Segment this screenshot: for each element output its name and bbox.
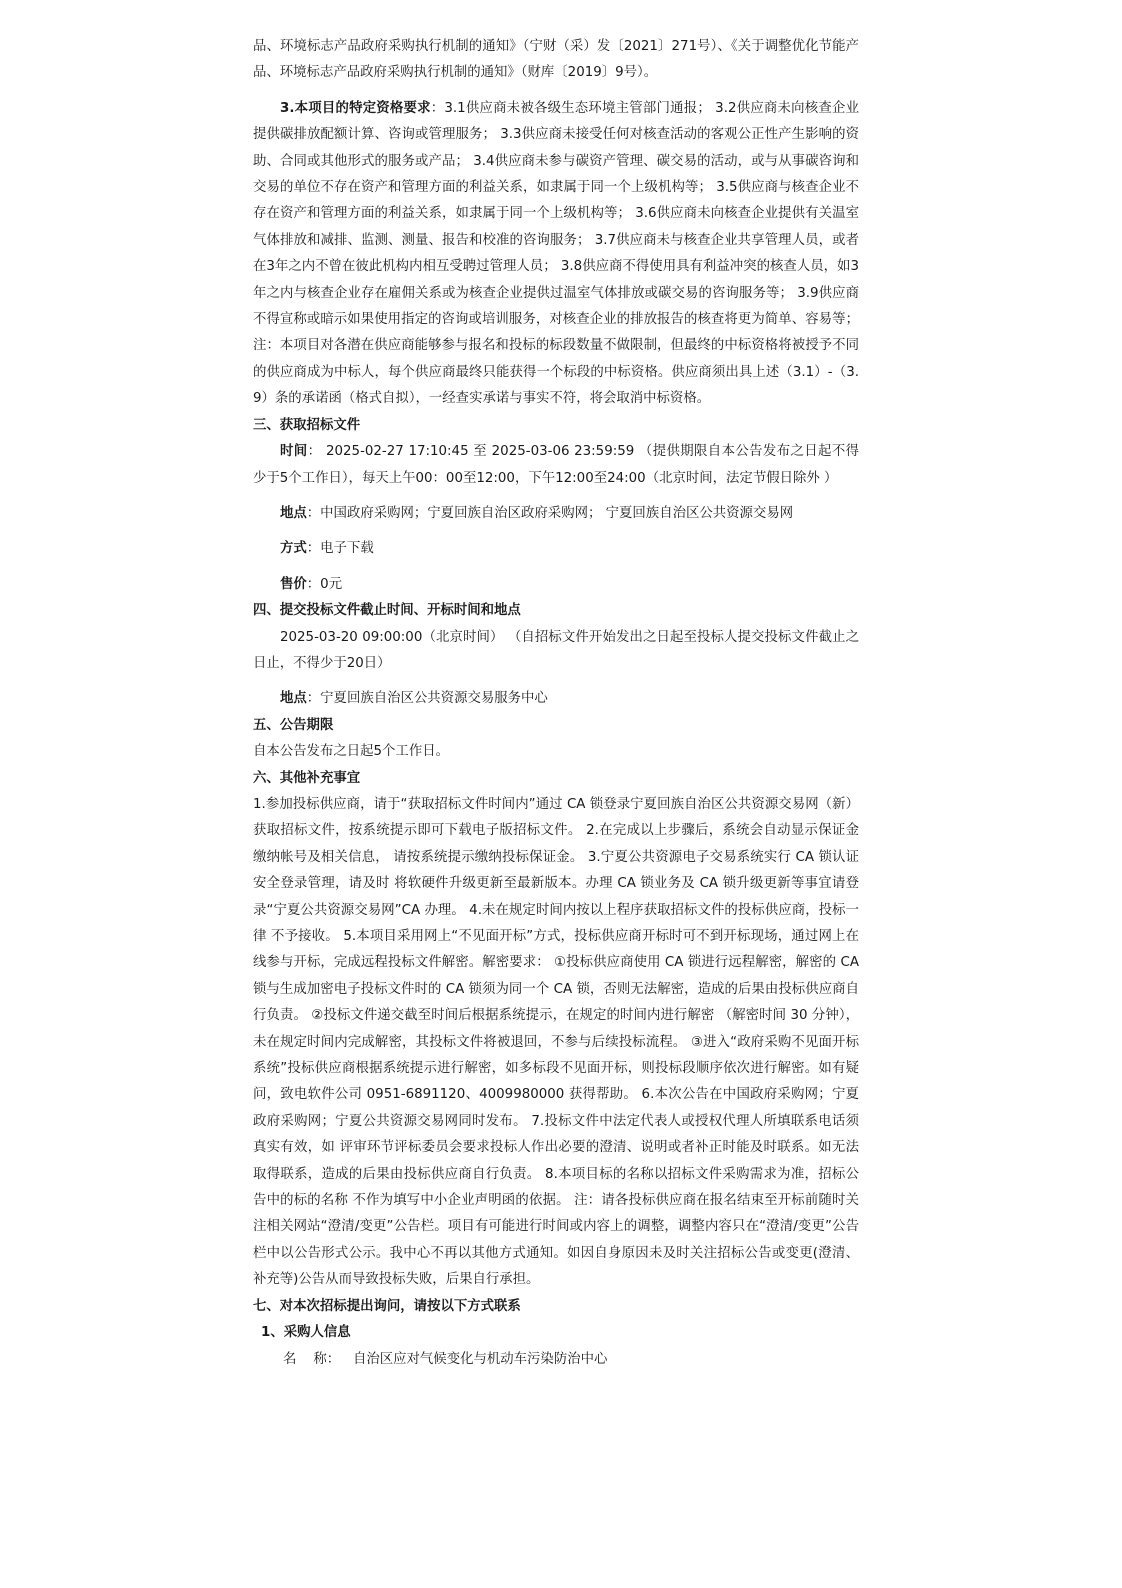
section-5-title: 五、公告期限 xyxy=(253,717,334,733)
section-4-place xyxy=(253,686,859,712)
section-4-place-label: 地点 xyxy=(280,691,307,707)
special-qualification-label: 3.本项目的特定资格要求 xyxy=(280,100,431,116)
section-4-place-text: ：宁夏回族自治区公共资源交易服务中心 xyxy=(306,691,548,707)
method-text: ：电子下载 xyxy=(306,541,374,557)
section-6-text: 1.参加投标供应商，请于“获取招标文件时间内”通过 CA 锁登录宁夏回族自治区公共资源交易网（新）获取招标文件，按系统提示即可下载电子版招标文件。 2.在完成以上步骤后，系统会自动显示保证金缴纳帐号及相关信息， 请按系统提示缴纳投标保证金。 3.宁夏公共资源电子交易系统实行 CA 锁认证安全登录管理，请及时 将软硬件升级更新至最新版本。办理 CA 锁业务及 CA 锁升级更新等事宜请登录“宁夏公共资源交易网”CA 办理。 4.未在规定时间内按以上程序获取招标文件的投标供应商，投标一律 不予接收。 5.本项目采用网上“不见面开标”方式，投标供应商开标时可不到开标现场，通过网上在线参与开标，完成远程投标文件解密。解密要求： ①投标供应商使用 CA 锁进行远程解密，解密的 CA 锁与生成加密电子投标文件时的 CA 锁须为同一个 CA 锁，否则无法解密，造成的后果由投标供应商自行负责。 ②投标文件递交截至时间后根据系统提示，在规定的时间内进行解密 （解密时间 30 分钟），未在规定时间内完成解密，其投标文件将被退回，不参与后续投标流程。 ③进入“政府采购不见面开标系统”投标供应商根据系统提示进行解密，如多标段不见面开标，则投标段顺序依次进行解密。如有疑问，致电软件公司 0951-6891120、4009980000 获得帮助。 6.本次公告在中国政府采购网；宁夏政府采购网；宁夏公共资源交易网同时发布。 7.投标文件中法定代表人或授权代理人所填联系电话须真实有效，如 评审环节评标委员会要求投标人作出必要的澄清、说明或者补正时能及时联系。如无法取得联系，造成的后果由投标供应商自行负责。 8.本项目标的名称以招标文件采购需求为准，招标公告中的标的名称 不作为填写中小企业声明函的依据。 注：请各投标供应商在报名结束至开标前随时关注相关网站“澄清/变更”公告栏。项目有可能进行时间或内容上的调整，调整内容只在“澄清/变更”公告栏中以公告形式公示。我中心不再以其他方式通知。如因自身原因未及时关注招标公告或变更(澄清、补充等)公告从而导致投标失败，后果自行承担。 xyxy=(253,796,859,1288)
method-label: 方式 xyxy=(280,541,307,557)
section-3-place xyxy=(253,501,859,527)
section-5-text: 自本公告发布之日起5个工作日。 xyxy=(253,744,449,760)
time-label: 时间 xyxy=(280,444,308,460)
purchaser-name-line: 名 称： 自治区应对气候变化与机动车污染防治中心 xyxy=(283,1351,608,1367)
special-qualification-text: ：3.1供应商未被各级生态环境主管部门通报； 3.2供应商未向核查企业提供碳排放配额计算、咨询或管理服务； 3.3供应商未接受任何对核查活动的客观公正性产生影响的资助、合同或其他形式的服务或产品； 3.4供应商未参与碳资产管理、碳交易的活动，或与从事碳咨询和交易的单位不存在资产和管理方面的利益关系，如隶属于同一个上级机构等； 3.5供应商与核查企业不存在资产和管理方面的利益关系，如隶属于同一个上级机构等； 3.6供应商未向核查企业提供有关温室气体排放和减排、监测、测量、报告和校准的咨询服务； 3.7供应商未与核查企业共享管理人员，或者在3年之内不曾在彼此机构内相互受聘过管理人员； 3.8供应商不得使用具有利益冲突的核查人员，如3年之内与核查企业存在雇佣关系或为核查企业提供过温室气体排放或碳交易的咨询服务等； 3.9供应商不得宣称或暗示如果使用指定的咨询或培训服务，对核查企业的排放报告的核查将更为简单、容易等； 注：本项目对各潜在供应商能够参与报名和投标的标段数量不做限制，但最终的中标资格将被授予不同的供应商成为中标人，每个供应商最终只能获得一个标段的中标资格。供应商须出具上述（3.1）-（3.9）条的承诺函（格式自拟），一经查实承诺与事实不符，将会取消中标资格。 xyxy=(253,100,859,407)
purchaser-info-heading: 1、采购人信息 xyxy=(261,1325,351,1341)
time-text: ： 2025-02-27 17:10:45 至 2025-03-06 23:59:59 （提供期限自本公告发布之日起不得少于5个工作日），每天上午00：00至12:00，下午12:00至24:00（北京时间，法定节假日除外 ） xyxy=(253,444,859,486)
price-text: ：0元 xyxy=(306,576,343,592)
section-3-title: 三、获取招标文件 xyxy=(253,417,361,433)
place-label: 地点 xyxy=(280,505,307,521)
section-7-title: 七、对本次招标提出询问，请按以下方式联系 xyxy=(253,1298,521,1314)
document-page xyxy=(253,34,859,1373)
top-paragraph: 品、环境标志产品政府采购执行机制的通知》（宁财（采）发〔2021〕271号）、《关于调整优化节能产品、环境标志产品政府采购执行机制的通知》（财库〔2019〕9号）。 xyxy=(253,39,859,81)
section-3-time xyxy=(253,439,859,492)
special-qualification-paragraph xyxy=(253,96,859,413)
price-label: 售价 xyxy=(280,576,307,592)
section-4-deadline: 2025-03-20 09:00:00（北京时间） （自招标文件开始发出之日起至投标人提交投标文件截止之日止，不得少于20日） xyxy=(253,629,859,671)
section-4-title: 四、提交投标文件截止时间、开标时间和地点 xyxy=(253,603,521,619)
section-3-method xyxy=(253,536,859,562)
section-6-title: 六、其他补充事宜 xyxy=(253,770,361,786)
section-3-price xyxy=(253,572,859,598)
place-text: ：中国政府采购网；宁夏回族自治区政府采购网； 宁夏回族自治区公共资源交易网 xyxy=(306,505,794,521)
